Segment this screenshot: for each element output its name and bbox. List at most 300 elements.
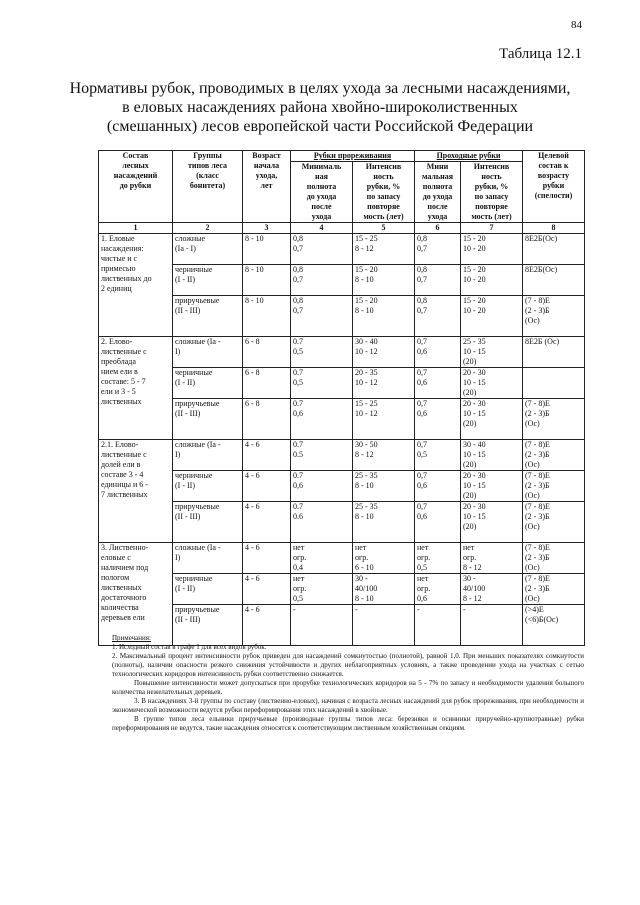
- min-density-passing-cell: [415, 337, 461, 368]
- cell-line: единицы и 6 -: [101, 480, 148, 489]
- cell-line: 0,8: [293, 234, 303, 243]
- cell-line: Группы: [193, 151, 222, 160]
- cell-line: приручьевые: [175, 502, 220, 511]
- cell-line: 10 - 15: [463, 481, 486, 490]
- cell-line: по запасу: [474, 192, 509, 201]
- start-age-cell: 4 - 6: [243, 440, 291, 471]
- cell-line: (Ос): [525, 522, 540, 531]
- cell-line: 15 - 20: [463, 296, 486, 305]
- cell-line: 15 - 25: [355, 234, 378, 243]
- intensity-passing-cell: [461, 337, 523, 368]
- min-density-cell: [291, 368, 353, 399]
- document-title: [60, 79, 580, 136]
- cell-line: (II - III): [175, 512, 201, 521]
- min-density-cell: [291, 543, 353, 574]
- cell-line: 0,7: [417, 502, 427, 511]
- cell-line: 2 единиц: [101, 284, 132, 293]
- min-density-cell: [291, 399, 353, 440]
- cell-line: -: [355, 605, 358, 614]
- cell-line: 0,5: [293, 347, 303, 356]
- cell-line: 10 - 15: [463, 409, 486, 418]
- note-2: 2. Максимальный процент интенсивности рубок приведен для насаждений сомкнутостью (полнотой), равной 1,0. При меньших показателях сомкнутости (полноты), наличии опасности резкого снижения устойчивости и других неблагоприятных условиях, а также проведении ухода на участках с сетью технологических коридоров интенсивность рубки соответственно снижается.: [112, 652, 584, 678]
- target-composition-cell: [523, 502, 585, 543]
- cell-line: 10 - 12: [355, 347, 378, 356]
- cell-line: рубки, %: [474, 182, 509, 191]
- cell-line: до ухода: [422, 192, 453, 201]
- min-density-passing-cell: [415, 574, 461, 605]
- start-age-cell: 8 - 10: [243, 296, 291, 337]
- title-line-1: Нормативы рубок, проводимых в целях ухода за лесными насаждениями,: [69, 80, 571, 97]
- cell-line: 0,6: [417, 409, 427, 418]
- cell-line: по запасу: [366, 192, 401, 201]
- composition-cell: [99, 543, 173, 646]
- table-row: [99, 337, 585, 368]
- cell-line: нет: [417, 574, 429, 583]
- cell-line: I): [175, 450, 181, 459]
- note-1: 1. Исходный состав в графе 1 для всех видов рубок.: [112, 643, 267, 651]
- intensity-passing-cell: [461, 296, 523, 337]
- cell-line: 8 - 10: [355, 594, 374, 603]
- composition-cell: [99, 337, 173, 440]
- cell-line: (I - II): [175, 378, 195, 387]
- cell-line: 0,8: [417, 296, 427, 305]
- target-composition-cell: [523, 440, 585, 471]
- target-composition-cell: [523, 574, 585, 605]
- cell-line: повторяе: [367, 202, 400, 211]
- min-density-cell: [291, 337, 353, 368]
- cell-line: 30 -: [463, 574, 476, 583]
- cell-line: составе: 5 - 7: [101, 377, 146, 386]
- cell-line: возрасту: [537, 171, 570, 180]
- cell-line: 25 - 35: [355, 471, 378, 480]
- start-age-cell: 4 - 6: [243, 605, 291, 646]
- cell-line: 0,7: [417, 471, 427, 480]
- cell-line: 1. Еловые: [101, 234, 135, 243]
- target-composition-cell: [523, 471, 585, 502]
- intensity-cell: [353, 543, 415, 574]
- cell-line: 0,7: [293, 244, 303, 253]
- min-density-passing-cell: [415, 543, 461, 574]
- cell-line: (Ос): [525, 316, 540, 325]
- start-age-cell: 4 - 6: [243, 502, 291, 543]
- forest-type-cell: [173, 265, 243, 296]
- cell-line: лиственных: [101, 583, 142, 592]
- forest-type-cell: [173, 296, 243, 337]
- cell-line: огр.: [293, 584, 307, 593]
- cell-line: -: [463, 605, 466, 614]
- forest-type-cell: [173, 502, 243, 543]
- cell-line: 10 - 15: [463, 512, 486, 521]
- cell-line: (II - III): [175, 409, 201, 418]
- cell-line: 15 - 20: [355, 296, 378, 305]
- column-number: 2: [173, 223, 243, 234]
- cell-line: 0,7: [417, 337, 427, 346]
- target-composition-cell: [523, 399, 585, 440]
- min-density-cell: [291, 502, 353, 543]
- cell-line: 2. Елово-: [101, 337, 133, 346]
- forest-type-cell: [173, 399, 243, 440]
- cell-line: 40/100: [463, 584, 486, 593]
- header-intensity-passing: [461, 162, 523, 223]
- cell-line: 15 - 20: [355, 265, 378, 274]
- column-number-row: [99, 223, 585, 234]
- cell-line: 0,6: [417, 594, 427, 603]
- cell-line: (7 - 8)Е: [525, 543, 550, 552]
- title-line-3: (смешанных) лесов европейской части Российской Федерации: [106, 118, 534, 135]
- cell-line: (20): [463, 460, 477, 469]
- cell-line: (I - II): [175, 481, 195, 490]
- cell-line: огр.: [417, 584, 431, 593]
- cell-line: 8 - 12: [463, 563, 482, 572]
- cell-line: -: [293, 605, 296, 614]
- intensity-passing-cell: [461, 574, 523, 605]
- table-row: [99, 543, 585, 574]
- header-composition: [99, 151, 173, 223]
- cell-line: 0.7: [293, 471, 303, 480]
- note-3-addendum: В группе типов леса ельники приручьевые (производные группы типов леса: березняки и осинники приручейно-крупнотравные) рубки переформирования не ведутся, такие насаждения относятся к соответствующим лиственным хозяйственным секциям.: [112, 715, 584, 732]
- intensity-cell: [353, 502, 415, 543]
- min-density-cell: [291, 265, 353, 296]
- intensity-cell: [353, 296, 415, 337]
- cell-line: 25 - 35: [463, 337, 486, 346]
- header-forest-type: [173, 151, 243, 223]
- cell-line: до рубки: [119, 181, 152, 190]
- intensity-passing-cell: [461, 265, 523, 296]
- cell-line: ная: [315, 172, 328, 181]
- start-age-cell: 8 - 10: [243, 265, 291, 296]
- cell-line: 8Е2Б (Ос): [525, 337, 560, 346]
- header-min-density-passing: [415, 162, 461, 223]
- target-composition-cell: [523, 265, 585, 296]
- cell-line: 10 - 20: [463, 306, 486, 315]
- intensity-passing-cell: [461, 234, 523, 265]
- cell-line: 0,7: [293, 306, 303, 315]
- cell-line: 0,7: [293, 275, 303, 284]
- cell-line: приручьевые: [175, 296, 220, 305]
- min-density-passing-cell: [415, 368, 461, 399]
- cell-line: 0,7: [417, 440, 427, 449]
- cell-line: 15 - 20: [463, 234, 486, 243]
- cell-line: (>4)Е: [525, 605, 544, 614]
- table-body: [99, 234, 585, 646]
- cell-line: после: [427, 202, 448, 211]
- column-number: 1: [99, 223, 173, 234]
- cell-line: 0.7: [293, 440, 303, 449]
- note-2-addendum: Повышение интенсивности может допускаться при прорубке технологических коридоров на 5 - 7% по запасу и необходимости удаления большого количества нежелательных деревьев.: [112, 679, 584, 696]
- cell-line: 30 -: [355, 574, 368, 583]
- cell-line: (Ос): [525, 563, 540, 572]
- column-number: 5: [353, 223, 415, 234]
- cell-line: 7 лиственных: [101, 490, 148, 499]
- cell-line: 0.7: [293, 399, 303, 408]
- cell-line: насаждений: [113, 171, 158, 180]
- intensity-cell: [353, 471, 415, 502]
- start-age-cell: 8 - 10: [243, 234, 291, 265]
- header-min-density: [291, 162, 353, 223]
- cell-line: 8 - 10: [355, 306, 374, 315]
- cell-line: долей ели в: [101, 460, 141, 469]
- cell-line: 20 - 30: [463, 399, 486, 408]
- cell-line: 0.7: [293, 337, 303, 346]
- intensity-cell: [353, 234, 415, 265]
- cell-line: 20 - 30: [463, 502, 486, 511]
- cell-line: сложные (Ia -: [175, 337, 221, 346]
- cell-line: (20): [463, 419, 477, 428]
- intensity-cell: [353, 440, 415, 471]
- cell-line: сложные (Ia -: [175, 543, 221, 552]
- cell-line: состав к: [538, 161, 569, 170]
- composition-cell: [99, 440, 173, 543]
- cell-line: 30 - 40: [355, 337, 378, 346]
- cell-line: 0,8: [293, 265, 303, 274]
- intensity-passing-cell: [461, 368, 523, 399]
- target-composition-cell: [523, 337, 585, 368]
- cell-line: 0,6: [417, 481, 427, 490]
- cell-line: Возраст: [252, 151, 281, 160]
- cell-line: лиственных: [101, 397, 142, 406]
- target-composition-cell: [523, 296, 585, 337]
- intensity-cell: [353, 574, 415, 605]
- cell-line: 0.6: [293, 512, 303, 521]
- cell-line: ухода: [427, 212, 448, 221]
- min-density-passing-cell: [415, 296, 461, 337]
- cell-line: приручьевые: [175, 399, 220, 408]
- start-age-cell: 6 - 8: [243, 399, 291, 440]
- cell-line: 8Е2Б(Ос): [525, 265, 558, 274]
- cell-line: (2 - 3)Б: [525, 584, 550, 593]
- cell-line: 0,8: [417, 234, 427, 243]
- cell-line: ухода,: [255, 171, 278, 180]
- intensity-passing-cell: [461, 471, 523, 502]
- cell-line: 8 - 12: [463, 594, 482, 603]
- cell-line: (7 - 8)Е: [525, 502, 550, 511]
- cell-line: составе 3 - 4: [101, 470, 144, 479]
- cell-line: лет: [260, 181, 273, 190]
- cell-line: сложные: [175, 234, 206, 243]
- cell-line: мость (лет): [363, 212, 404, 221]
- cell-line: I): [175, 347, 181, 356]
- start-age-cell: 6 - 8: [243, 368, 291, 399]
- cell-line: 0,7: [417, 244, 427, 253]
- cell-line: (Ос): [525, 460, 540, 469]
- cell-line: 10 - 20: [463, 244, 486, 253]
- cell-line: бонитета): [189, 181, 226, 190]
- cell-line: рубки: [542, 181, 565, 190]
- start-age-cell: 6 - 8: [243, 337, 291, 368]
- cell-line: 20 - 30: [463, 471, 486, 480]
- column-number: 7: [461, 223, 523, 234]
- header-thinning: Рубки прореживания: [291, 151, 415, 162]
- cell-line: нет: [417, 543, 429, 552]
- cell-line: (7 - 8)Е: [525, 440, 550, 449]
- cell-line: повторяе: [475, 202, 508, 211]
- cell-line: 10 - 12: [355, 378, 378, 387]
- cell-line: 0,7: [417, 368, 427, 377]
- cell-line: (2 - 3)Б: [525, 409, 550, 418]
- cell-line: Состав: [122, 151, 149, 160]
- cell-line: 20 - 35: [355, 368, 378, 377]
- cell-line: (20): [463, 491, 477, 500]
- cell-line: (7 - 8)Е: [525, 471, 550, 480]
- cell-line: (Ос): [525, 594, 540, 603]
- intensity-cell: [353, 337, 415, 368]
- cell-line: 8 - 10: [355, 512, 374, 521]
- cell-line: 8 - 10: [355, 481, 374, 490]
- cell-line: 10 - 15: [463, 347, 486, 356]
- cell-line: 0,7: [417, 399, 427, 408]
- cell-line: мость (лет): [471, 212, 512, 221]
- note-3: 3. В насаждениях 3-й группы по составу (лиственно-еловых), начиная с возраста лесных насаждений для рубок прореживания, при необходимости и экономической возможности ведутся рубки переформирования этих насаждений в хвойные.: [112, 697, 584, 714]
- cell-line: лиственные с: [101, 347, 147, 356]
- cell-line: (Ia - I): [175, 244, 196, 253]
- cell-line: нет: [293, 543, 305, 552]
- cell-line: (II - III): [175, 615, 201, 624]
- cell-line: черничные: [175, 574, 213, 583]
- cell-line: ели и 3 - 5: [101, 387, 136, 396]
- cell-line: пологом: [101, 573, 130, 582]
- cell-line: 0,5: [293, 594, 303, 603]
- header-passing: Проходные рубки: [415, 151, 523, 162]
- cell-line: преоблада: [101, 357, 136, 366]
- header-target-composition: [523, 151, 585, 223]
- cell-line: (<6)Б(Ос): [525, 615, 559, 624]
- intensity-cell: [353, 368, 415, 399]
- cell-line: I): [175, 553, 181, 562]
- cell-line: (2 - 3)Б: [525, 553, 550, 562]
- cell-line: типов леса: [187, 161, 228, 170]
- min-density-passing-cell: [415, 502, 461, 543]
- cell-line: 40/100: [355, 584, 378, 593]
- cell-line: лиственные с: [101, 450, 147, 459]
- cell-line: 8 - 12: [355, 244, 374, 253]
- cell-line: начала: [253, 161, 280, 170]
- intensity-passing-cell: [461, 440, 523, 471]
- cell-line: (2 - 3)Б: [525, 512, 550, 521]
- min-density-cell: [291, 440, 353, 471]
- cell-line: 0.7: [293, 368, 303, 377]
- cell-line: (II - III): [175, 306, 201, 315]
- cell-line: -: [417, 605, 420, 614]
- cell-line: наличием под: [101, 563, 149, 572]
- cell-line: полнота: [422, 182, 453, 191]
- header-start-age: [243, 151, 291, 223]
- cell-line: нет: [463, 543, 475, 552]
- column-number: 6: [415, 223, 461, 234]
- table-row: [99, 234, 585, 265]
- cell-line: 0,7: [417, 306, 427, 315]
- cell-line: огр.: [417, 553, 431, 562]
- cell-line: насаждения:: [101, 244, 144, 253]
- cell-line: огр.: [463, 553, 477, 562]
- cell-line: ность: [481, 172, 502, 181]
- intensity-cell: [353, 265, 415, 296]
- cell-line: 30 - 40: [463, 440, 486, 449]
- notes-section: [112, 634, 584, 733]
- min-density-passing-cell: [415, 440, 461, 471]
- min-density-cell: [291, 574, 353, 605]
- cell-line: (I - II): [175, 275, 195, 284]
- cell-line: 0,5: [417, 450, 427, 459]
- cell-line: 0,6: [417, 347, 427, 356]
- forest-type-cell: [173, 471, 243, 502]
- cell-line: 0,5: [417, 563, 427, 572]
- cell-line: 0,7: [417, 275, 427, 284]
- cell-line: нием ели в: [101, 367, 138, 376]
- cell-line: сложные (Ia -: [175, 440, 221, 449]
- cell-line: 0,8: [417, 265, 427, 274]
- cell-line: 0,6: [417, 512, 427, 521]
- intensity-passing-cell: [461, 543, 523, 574]
- title-line-2: в еловых насаждениях района хвойно-широколиственных: [122, 99, 518, 116]
- cell-line: 10 - 15: [463, 378, 486, 387]
- cell-line: 10 - 20: [463, 275, 486, 284]
- start-age-cell: 4 - 6: [243, 543, 291, 574]
- intensity-passing-cell: [461, 399, 523, 440]
- cell-line: (20): [463, 388, 477, 397]
- cell-line: (2 - 3)Б: [525, 481, 550, 490]
- min-density-cell: [291, 471, 353, 502]
- cell-line: 0,4: [293, 563, 303, 572]
- cell-line: лесных: [122, 161, 149, 170]
- cell-line: 2.1. Елово-: [101, 440, 139, 449]
- cell-line: после: [311, 202, 332, 211]
- cell-line: (20): [463, 357, 477, 366]
- cell-line: Минималь: [301, 162, 342, 171]
- min-density-passing-cell: [415, 234, 461, 265]
- cell-line: рубки, %: [366, 182, 401, 191]
- cell-line: 0,8: [293, 296, 303, 305]
- header-intensity: [353, 162, 415, 223]
- cell-line: (2 - 3)Б: [525, 450, 550, 459]
- forest-type-cell: [173, 368, 243, 399]
- cell-line: 8 - 10: [355, 275, 374, 284]
- cell-line: нет: [293, 574, 305, 583]
- cell-line: 6 - 10: [355, 563, 374, 572]
- target-composition-cell: [523, 234, 585, 265]
- start-age-cell: 4 - 6: [243, 471, 291, 502]
- column-number: 4: [291, 223, 353, 234]
- cell-line: 3. Лиственно-: [101, 543, 149, 552]
- cell-line: 0,6: [293, 409, 303, 418]
- cell-line: 10 - 12: [355, 409, 378, 418]
- cell-line: (2 - 3)Б: [525, 306, 550, 315]
- cell-line: лиственных до: [101, 274, 152, 283]
- column-number: 3: [243, 223, 291, 234]
- cell-line: 0,6: [417, 378, 427, 387]
- cell-line: деревьев ели: [101, 613, 145, 622]
- column-number: 8: [523, 223, 585, 234]
- forest-type-cell: [173, 234, 243, 265]
- min-density-cell: [291, 296, 353, 337]
- cell-line: примесью: [101, 264, 136, 273]
- cell-line: 25 - 35: [355, 502, 378, 511]
- cell-line: 15 - 20: [463, 265, 486, 274]
- cell-line: (I - II): [175, 584, 195, 593]
- forest-type-cell: [173, 543, 243, 574]
- cell-line: нет: [355, 543, 367, 552]
- cell-line: 8Е2Б(Ос): [525, 234, 558, 243]
- cell-line: еловые с: [101, 553, 131, 562]
- start-age-cell: 4 - 6: [243, 574, 291, 605]
- forest-type-cell: [173, 337, 243, 368]
- page-number: 84: [571, 19, 582, 31]
- cell-line: (20): [463, 522, 477, 531]
- cell-line: черничные: [175, 265, 213, 274]
- target-composition-cell: [523, 368, 585, 399]
- cell-line: 8 - 12: [355, 450, 374, 459]
- cell-line: Целевой: [538, 151, 569, 160]
- cell-line: 0.7: [293, 502, 303, 511]
